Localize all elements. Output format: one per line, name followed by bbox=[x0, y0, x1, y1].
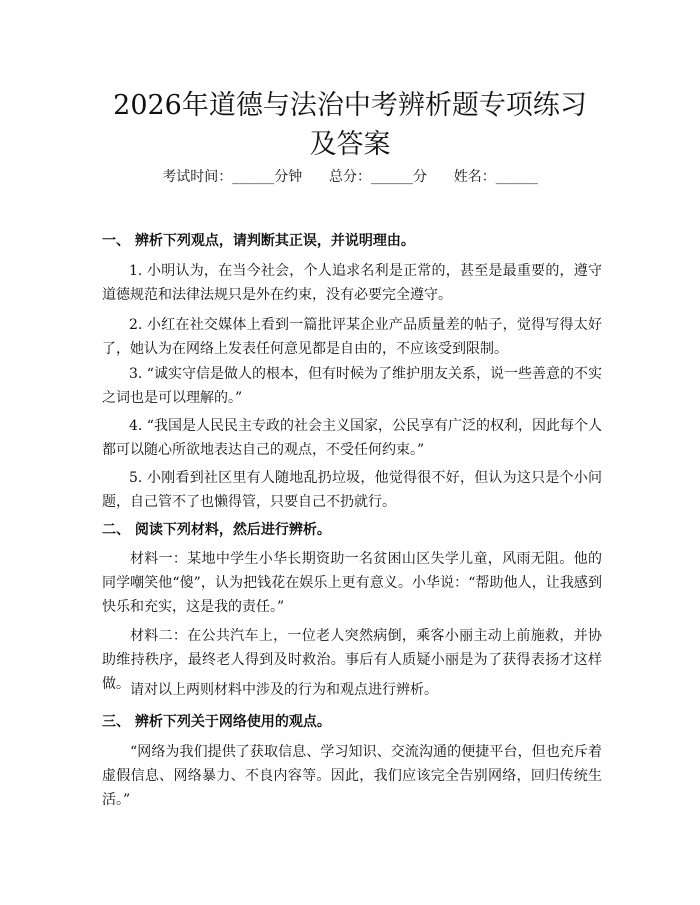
question-item: 4. “我国是人民民主专政的社会主义国家，公民享有广泛的权利，因此每个人都可以随心所欲地表达自己的观点，不受任何约束。” bbox=[102, 418, 602, 458]
question-item: 2. 小红在社交媒体上看到一篇批评某企业产品质量差的帖子，觉得写得太好了，她认为在网络上发表任何意见都是自由的，不应该受到限制。 bbox=[102, 317, 602, 357]
question-item: 3. “诚实守信是做人的根本，但有时候为了维护朋友关系，说一些善意的不实之词也是可以理解的。” bbox=[102, 366, 602, 406]
material-paragraph: 材料二：在公共汽车上，一位老人突然病倒，乘客小丽主动上前施救，并协助维持秩序，最终老人得到及时救治。事后有人质疑小丽是为了获得表扬才这样做。 bbox=[102, 628, 602, 692]
document-title: 2026年道德与法治中考辨析题专项练习及答案 bbox=[113, 90, 587, 160]
material-paragraph: 材料一：某地中学生小华长期资助一名贫困山区失学儿童，风雨无阻。他的同学嘲笑他“傻”，认为把钱花在娱乐上更有意义。小华说：“帮助他人，让我感到快乐和充实，这是我的责任。” bbox=[102, 551, 602, 615]
section-heading: 二、 阅读下列材料，然后进行辨析。 bbox=[102, 522, 331, 538]
question-item: 1. 小明认为，在当今社会，个人追求名利是正常的，甚至是最重要的，遵守道德规范和法律法规只是外在约束，没有必要完全遵守。 bbox=[102, 263, 602, 303]
exam-info-line: 考试时间：______分钟 总分：______分 姓名：______ bbox=[162, 169, 538, 185]
question-item: 5. 小刚看到社区里有人随地乱扔垃圾，他觉得很不好，但认为这只是个小问题，自己管不了也懒得管，只要自己不扔就行。 bbox=[102, 470, 602, 510]
viewpoint-paragraph: “网络为我们提供了获取信息、学习知识、交流沟通的便捷平台，但也充斥着虚假信息、网络暴力、不良内容等。因此，我们应该完全告别网络，回归传统生活。” bbox=[102, 744, 602, 808]
instruction-paragraph: 请对以上两则材料中涉及的行为和观点进行辨析。 bbox=[130, 682, 438, 698]
section-heading: 三、 辨析下列关于网络使用的观点。 bbox=[102, 714, 331, 730]
section-heading: 一、 辨析下列观点，请判断其正误，并说明理由。 bbox=[102, 233, 415, 249]
